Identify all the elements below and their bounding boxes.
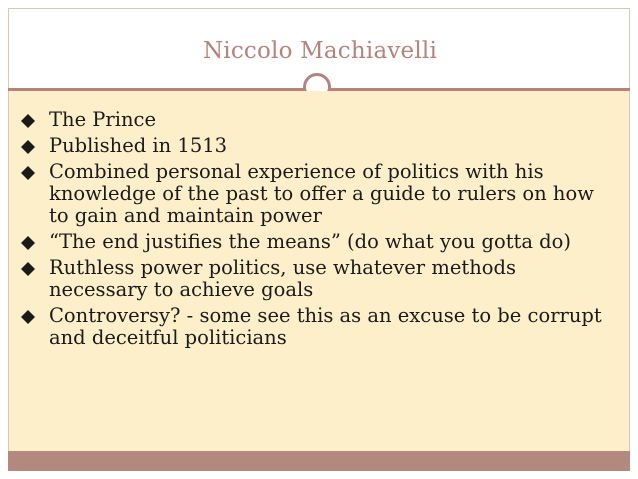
diamond-bullet-icon bbox=[21, 140, 35, 154]
bullet-item bbox=[9, 135, 609, 157]
bullet-item bbox=[9, 161, 609, 227]
slide bbox=[8, 8, 630, 471]
bottom-bar bbox=[8, 451, 630, 471]
bullet-text: The Prince bbox=[49, 108, 157, 131]
bullet-text: “The end justifies the means” (do what you gotta do) bbox=[49, 230, 572, 253]
diamond-bullet-icon bbox=[21, 262, 35, 276]
content-area bbox=[8, 91, 630, 451]
bullet-text: Combined personal experience of politics with his knowledge of the past to offer a guide to rulers on how to gain and maintain power bbox=[49, 160, 594, 227]
bullet-item bbox=[9, 257, 609, 301]
diamond-bullet-icon bbox=[21, 236, 35, 250]
bullet-item bbox=[9, 109, 609, 131]
bullet-list bbox=[9, 109, 609, 353]
bullet-text: Controversy? - some see this as an excuse to be corrupt and deceitful politicians bbox=[49, 304, 602, 349]
bullet-item bbox=[9, 231, 609, 253]
bullet-item bbox=[9, 305, 609, 349]
diamond-bullet-icon bbox=[21, 114, 35, 128]
bullet-text: Ruthless power politics, use whatever methods necessary to achieve goals bbox=[49, 256, 516, 301]
bullet-text: Published in 1513 bbox=[49, 134, 228, 157]
diamond-bullet-icon bbox=[21, 310, 35, 324]
diamond-bullet-icon bbox=[21, 166, 35, 180]
slide-title: Niccolo Machiavelli bbox=[202, 38, 438, 64]
